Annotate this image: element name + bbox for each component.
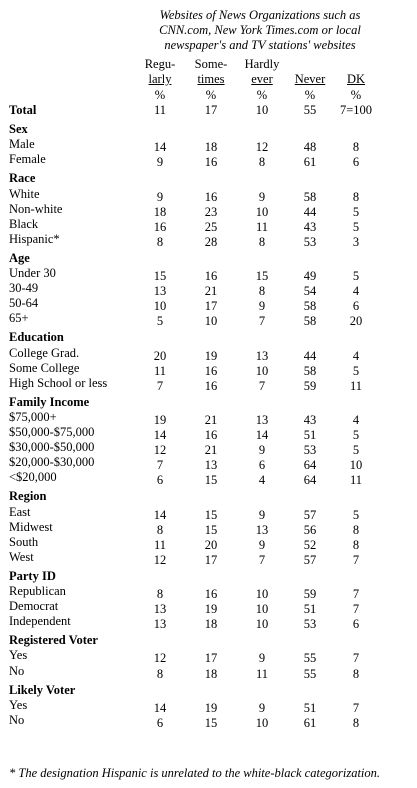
table-cell: 14: [153, 507, 167, 522]
table-cell: 8: [258, 234, 266, 249]
table-row: [0, 410, 417, 425]
table-cell: 55: [303, 666, 317, 681]
table-cell: 14: [153, 140, 167, 155]
table-cell: 19: [204, 602, 218, 617]
group-label: Region: [9, 489, 47, 504]
table-cell: 11: [349, 378, 363, 393]
table-title: Websites of News Organizations such as CNN.com, New York Times.com or local newspaper's and TV stations' websites: [159, 8, 361, 52]
table-cell: 5: [156, 314, 164, 329]
table-row: [0, 296, 417, 314]
table-cell: 11: [153, 103, 167, 117]
col-header-hardly-ever: [242, 57, 282, 87]
table-cell: 44: [303, 204, 317, 219]
table-cell: 10: [255, 204, 269, 219]
table-cell: 14: [153, 700, 167, 715]
table-cell: 7: [352, 602, 360, 617]
table-cell: 19: [204, 348, 218, 363]
table-cell: 12: [255, 140, 269, 155]
table-cell: 17: [204, 103, 218, 117]
table-row: [0, 152, 417, 170]
table-cell: 8: [258, 155, 266, 170]
table-cell: 5: [352, 507, 360, 522]
table-row: [0, 425, 417, 440]
table-cell: 17: [204, 552, 218, 567]
row-label: $30,000-$50,000: [9, 440, 95, 455]
table-cell: 8: [156, 666, 164, 681]
table-row: [0, 266, 417, 281]
table-cell: 48: [303, 140, 317, 155]
table-cell: 10: [255, 587, 269, 601]
col-header-line2: Some-: [194, 57, 228, 71]
row-label: Independent: [9, 614, 71, 629]
table-cell: 10: [153, 299, 167, 314]
table-row: [0, 376, 417, 391]
table-cell: 6: [352, 617, 360, 632]
table-cell: 8: [352, 715, 360, 730]
table-cell: 9: [258, 443, 266, 458]
table-cell: 11: [255, 219, 269, 234]
table-cell: 19: [153, 412, 167, 427]
table-row: [0, 599, 417, 617]
row-label: $75,000+: [9, 409, 57, 424]
group-header-row: [0, 395, 417, 410]
row-label: College Grad.: [9, 345, 80, 360]
table-cell: 5: [352, 204, 360, 219]
table-cell: 43: [303, 412, 317, 427]
group-header-row: [0, 330, 417, 345]
group-label: Sex: [9, 122, 28, 137]
percent-sign: %: [256, 88, 268, 102]
table-cell: 64: [303, 458, 317, 473]
table-cell: 5: [352, 219, 360, 234]
row-label: $20,000-$30,000: [9, 455, 95, 470]
row-label: 50-64: [9, 296, 39, 311]
table-cell: 20: [153, 348, 167, 363]
table-cell: 13: [204, 458, 218, 473]
table-cell: 11: [153, 363, 167, 378]
row-label: No: [9, 712, 25, 727]
table-cell: 4: [352, 284, 360, 299]
row-label: Republican: [9, 584, 66, 598]
table-cell: 5: [352, 428, 360, 442]
table-cell: 9: [258, 189, 266, 204]
table-cell: 44: [303, 348, 317, 363]
table-row: [0, 311, 417, 329]
table-cell: 8: [156, 587, 164, 601]
table-cell: 14: [153, 428, 167, 442]
table-cell: 8: [352, 666, 360, 681]
table-cell: 7: [258, 552, 266, 567]
col-header-underlined: DK: [346, 72, 366, 86]
table-cell: 13: [255, 522, 269, 537]
table-row: [0, 137, 417, 155]
row-label: Black: [9, 216, 39, 231]
row-label: Yes: [9, 697, 28, 712]
table-cell: 16: [204, 155, 218, 170]
col-header-underlined: times: [197, 72, 225, 86]
row-label: Female: [9, 152, 46, 167]
table-row: [0, 664, 417, 679]
table-cell: 21: [204, 443, 218, 458]
table-cell: 13: [153, 602, 167, 617]
group-label: Party ID: [9, 568, 56, 583]
table-row: [0, 455, 417, 473]
table-cell: 18: [204, 666, 218, 681]
table-cell: 58: [303, 189, 317, 204]
table-cell: 53: [303, 443, 317, 458]
table-cell: 7: [258, 314, 266, 329]
table-cell: 11: [349, 473, 363, 488]
table-cell: 12: [153, 443, 167, 458]
table-cell: 59: [303, 587, 317, 601]
table-cell: 64: [303, 473, 317, 488]
table-cell: 7: [352, 651, 360, 666]
percent-sign: %: [350, 88, 362, 102]
table-cell: 61: [303, 155, 317, 170]
table-cell: 7: [352, 587, 360, 601]
group-label: Age: [9, 250, 30, 265]
table-cell: 15: [204, 507, 218, 522]
table-cell: 15: [153, 269, 167, 283]
group-label: Family Income: [9, 394, 90, 409]
table-row: [0, 217, 417, 232]
col-header-regularly: [140, 57, 180, 87]
table-row: [0, 584, 417, 599]
table-row: [0, 346, 417, 361]
table-row: [0, 698, 417, 713]
table-cell: 9: [258, 537, 266, 552]
table-cell: 9: [258, 700, 266, 715]
row-label: Total: [9, 103, 37, 117]
table-cell: 11: [153, 537, 167, 552]
table-cell: 14: [255, 428, 269, 442]
group-label: Registered Voter: [9, 633, 98, 648]
table-cell: 9: [156, 189, 164, 204]
group-header-row: [0, 171, 417, 186]
table-cell: 57: [303, 552, 317, 567]
col-header-underlined: ever: [251, 72, 273, 86]
table-row: [0, 470, 417, 488]
table-cell: 8: [156, 522, 164, 537]
col-header-line1: Hardly: [244, 57, 280, 71]
table-cell: 12: [153, 651, 167, 666]
table-row: [0, 103, 417, 118]
table-cell: 15: [204, 473, 218, 488]
table-cell: 43: [303, 219, 317, 234]
table-cell: 4: [258, 473, 266, 488]
table-cell: 9: [156, 155, 164, 170]
row-label: Midwest: [9, 519, 53, 534]
table-cell: 5: [352, 443, 360, 458]
table-cell: 13: [255, 412, 269, 427]
table-cell: 18: [153, 204, 167, 219]
table-cell: 16: [204, 189, 218, 204]
table-cell: 6: [258, 458, 266, 473]
table-cell: 21: [204, 412, 218, 427]
row-label: <$20,000: [9, 470, 57, 485]
table-cell: 19: [204, 700, 218, 715]
table-cell: 9: [258, 651, 266, 666]
table-row: [0, 550, 417, 565]
table-cell: 8: [258, 284, 266, 299]
group-label: Likely Voter: [9, 682, 76, 697]
table-cell: 16: [153, 219, 167, 234]
table-row: [0, 648, 417, 666]
group-label: Education: [9, 330, 64, 345]
group-header-row: [0, 683, 417, 698]
table-cell: 15: [204, 522, 218, 537]
table-cell: 8: [352, 189, 360, 204]
row-label: 30-49: [9, 281, 39, 296]
table-cell: 11: [255, 666, 269, 681]
table-cell: 20: [349, 314, 363, 329]
table-row: [0, 713, 417, 728]
table-cell: 6: [156, 473, 164, 488]
row-label: Democrat: [9, 599, 59, 614]
table-cell: 6: [352, 155, 360, 170]
row-label: West: [9, 549, 34, 564]
table-cell: 7: [352, 552, 360, 567]
table-cell: 13: [153, 617, 167, 632]
table-cell: 51: [303, 602, 317, 617]
table-cell: 12: [153, 552, 167, 567]
table-cell: 7: [156, 458, 164, 473]
group-header-row: [0, 633, 417, 648]
table-cell: 15: [204, 715, 218, 730]
table-cell: 13: [153, 284, 167, 299]
table-cell: 52: [303, 537, 317, 552]
table-cell: 7: [258, 378, 266, 393]
table-cell: 8: [352, 522, 360, 537]
table-cell: 10: [349, 458, 363, 473]
table-cell: 4: [352, 412, 360, 427]
table-cell: 7: [352, 700, 360, 715]
percent-sign: %: [205, 88, 217, 102]
row-label: $50,000-$75,000: [9, 425, 95, 439]
table-row: [0, 281, 417, 299]
table-cell: 51: [303, 700, 317, 715]
table-row: [0, 535, 417, 550]
row-label: Under 30: [9, 266, 56, 280]
table-row: [0, 187, 417, 202]
table-cell: 7: [156, 378, 164, 393]
table-cell: 10: [255, 363, 269, 378]
table-cell: 28: [204, 234, 218, 249]
table-cell: 17: [204, 299, 218, 314]
table-cell: 18: [204, 140, 218, 155]
table-cell: 9: [258, 507, 266, 522]
table-cell: 16: [204, 587, 218, 601]
row-label: High School or less: [9, 375, 108, 390]
col-header-dk: [336, 72, 376, 87]
row-label: Male: [9, 137, 35, 152]
col-header-underlined: Never: [294, 72, 326, 86]
table-cell: 10: [255, 715, 269, 730]
table-row: [0, 202, 417, 217]
table-cell: 51: [303, 428, 317, 442]
table-cell: 56: [303, 522, 317, 537]
percent-sign: %: [304, 88, 316, 102]
col-header-underlined: larly: [148, 72, 172, 86]
table-cell: 20: [204, 537, 218, 552]
table-cell: 3: [352, 234, 360, 249]
table-cell: 58: [303, 314, 317, 329]
table-cell: 7=100: [339, 103, 373, 117]
table-cell: 8: [352, 140, 360, 155]
table-cell: 10: [255, 617, 269, 632]
col-header-never: [290, 72, 330, 87]
table-cell: 58: [303, 299, 317, 314]
table-cell: 57: [303, 507, 317, 522]
table-cell: 13: [255, 348, 269, 363]
percent-sign: %: [154, 88, 166, 102]
table-cell: 61: [303, 715, 317, 730]
table-row: [0, 232, 417, 247]
row-label: South: [9, 534, 39, 549]
table-row: [0, 614, 417, 632]
table-cell: 10: [204, 314, 218, 329]
table-row: [0, 520, 417, 535]
table-cell: 9: [258, 299, 266, 314]
table-cell: 4: [352, 348, 360, 363]
col-header-sometimes: [191, 57, 231, 87]
table-cell: 23: [204, 204, 218, 219]
table-cell: 59: [303, 378, 317, 393]
table-cell: 6: [352, 299, 360, 314]
group-header-row: [0, 489, 417, 504]
row-label: Non-white: [9, 201, 63, 216]
table-cell: 8: [156, 234, 164, 249]
table-cell: 18: [204, 617, 218, 632]
table-cell: 21: [204, 284, 218, 299]
row-label: Yes: [9, 648, 28, 663]
table-cell: 17: [204, 651, 218, 666]
table-cell: 55: [303, 651, 317, 666]
table-cell: 10: [255, 103, 269, 117]
table-cell: 16: [204, 378, 218, 393]
row-label: 65+: [9, 311, 29, 326]
group-label: Race: [9, 171, 36, 186]
group-header-row: [0, 251, 417, 266]
footnote: * The designation Hispanic is unrelated to the white-black categorization.: [9, 766, 381, 780]
table-cell: 49: [303, 269, 317, 283]
row-label: White: [9, 186, 40, 201]
table-cell: 10: [255, 602, 269, 617]
group-header-row: [0, 569, 417, 584]
table-cell: 16: [204, 269, 218, 283]
table-cell: 6: [156, 715, 164, 730]
col-header-line2: Regu-: [144, 57, 176, 71]
table-cell: 16: [204, 428, 218, 442]
table-cell: 53: [303, 234, 317, 249]
row-label: Some College: [9, 360, 80, 375]
table-row: [0, 440, 417, 458]
table-cell: 58: [303, 363, 317, 378]
table-cell: 5: [352, 363, 360, 378]
table-cell: 25: [204, 219, 218, 234]
row-label: No: [9, 663, 25, 678]
row-label: Hispanic*: [9, 231, 60, 246]
group-header-row: [0, 122, 417, 137]
table-cell: 16: [204, 363, 218, 378]
table-cell: 8: [352, 537, 360, 552]
table-cell: 15: [255, 269, 269, 283]
table-cell: 54: [303, 284, 317, 299]
table-cell: 53: [303, 617, 317, 632]
table-cell: 5: [352, 269, 360, 283]
row-label: East: [9, 504, 31, 519]
table-row: [0, 505, 417, 520]
table-cell: 55: [303, 103, 317, 117]
table-row: [0, 361, 417, 376]
